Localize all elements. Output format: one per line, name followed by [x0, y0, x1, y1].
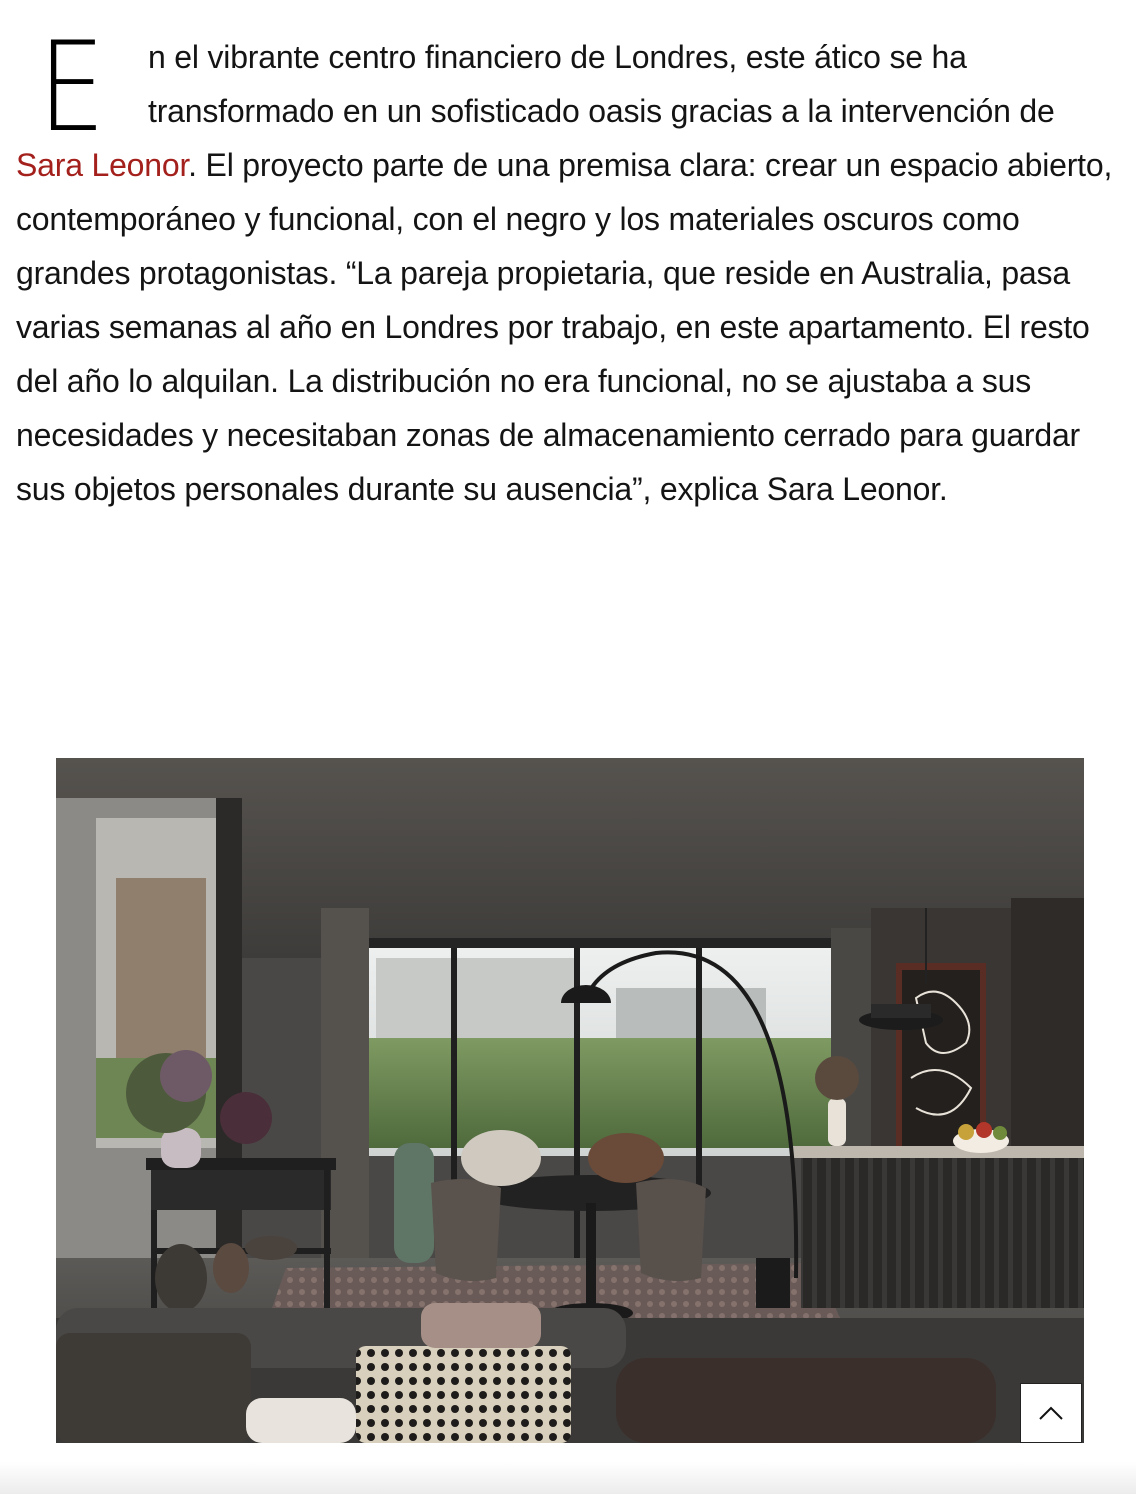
drop-cap: E: [38, 16, 106, 160]
scroll-to-top-button[interactable]: [1020, 1383, 1082, 1443]
lead-text-rest: . El proyecto parte de una premisa clara: crear un espacio abierto, contemporáneo y funcional, con el negro y los materiales oscuros como grandes protagonistas. “La pareja propietaria, que reside en Australia, pasa varias semanas al año en Londres por trabajo, en este apartamento. El resto del año lo alquilan. La distribución no era funcional, no se ajustaba a sus necesidades y necesitaban zonas de almacenamiento cerrado para guardar sus objetos personales durante su ausencia”, explica Sara Leonor.: [16, 147, 1113, 507]
bottom-shadow: [0, 1462, 1136, 1494]
article-photo: [56, 758, 1084, 1443]
article-body: [16, 16, 1120, 516]
lead-paragraph: [16, 16, 1120, 516]
lead-text-start: n el vibrante centro financiero de Londres, este ático se ha transformado en un sofisticado oasis gracias a la intervención de: [148, 39, 1055, 129]
chevron-up-icon: [1038, 1405, 1064, 1421]
designer-link[interactable]: Sara Leonor: [16, 147, 189, 183]
